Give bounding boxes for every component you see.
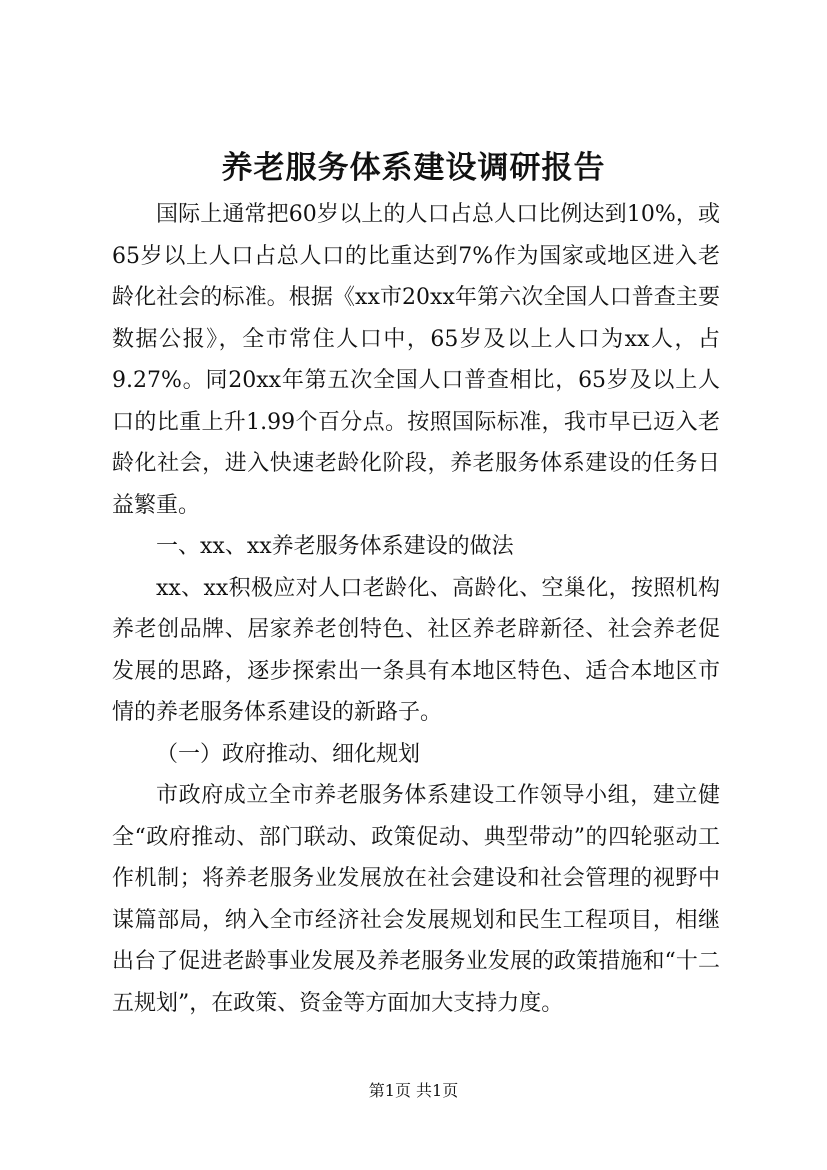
document-body: [112, 194, 720, 1024]
paragraph-approach: xx、xx积极应对人口老龄化、高龄化、空巢化，按照机构养老创品牌、居家养老创特色、社区养老辟新径、社会养老促发展的思路，逐步探索出一条具有本地区特色、适合本地区市情的养老服务体系建设的新路子。: [112, 575, 720, 725]
section-heading-1: 一、xx、xx养老服务体系建设的做法: [156, 534, 514, 559]
document-title: 养老服务体系建设调研报告: [221, 150, 606, 186]
paragraph-government: 市政府成立全市养老服务体系建设工作领导小组，建立健全“政府推动、部门联动、政策促动、典型带动”的四轮驱动工作机制；将养老服务业发展放在社会建设和社会管理的视野中谋篇部局，纳入全市经济社会发展规划和民生工程项目，相继出台了促进老龄事业发展及养老服务业发展的政策措施和“十二五规划”，在政策、资金等方面加大支持力度。: [112, 783, 720, 1016]
paragraph-intro: 国际上通常把60岁以上的人口占总人口比例达到10%，或65岁以上人口占总人口的比重达到7%作为国家或地区进入老龄化社会的标准。根据《xx市20xx年第六次全国人口普查主要数据公报》，全市常住人口中，65岁及以上人口为xx人，占9.27%。同20xx年第五次全国人口普查相比，65岁及以上人口的比重上升1.99个百分点。按照国际标准，我市早已迈入老龄化社会，进入快速老龄化阶段，养老服务体系建设的任务日益繁重。: [112, 202, 720, 518]
page-footer: 第1页 共1页: [368, 1081, 459, 1100]
subsection-heading-1: （一）政府推动、细化规划: [156, 741, 421, 767]
